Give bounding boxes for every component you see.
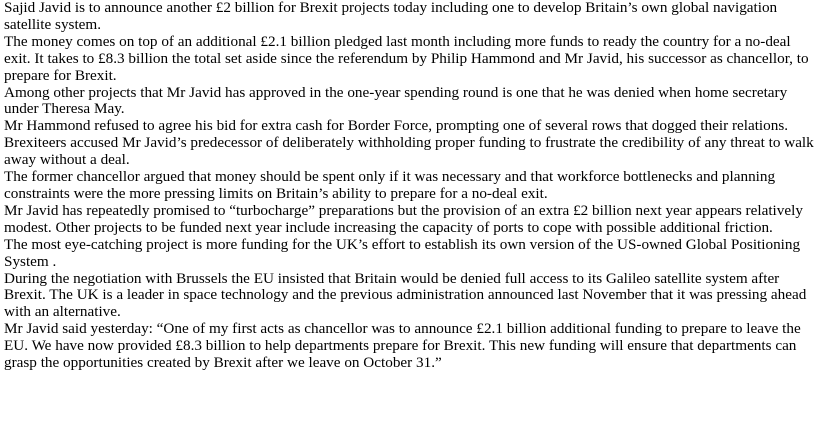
article-paragraph: Among other projects that Mr Javid has approved in the one-year spending round is one that he was denied when home secretary under Theresa May. — [4, 83, 788, 118]
article-paragraph: Mr Javid said yesterday: “One of my first acts as chancellor was to announce £2.1 billion additional funding to prepare to leave the EU. We have now provided £8.3 billion to help departments prepare for Brexit. This new funding will ensure that departments can grasp the opportunities created by Brexit after we leave on October 31.” — [4, 320, 801, 372]
article-paragraph: The most eye-catching project is more funding for the UK’s effort to establish its own version of the US-owned Global Positioning System . — [4, 235, 801, 270]
article-paragraph: The former chancellor argued that money should be spent only if it was necessary and that workforce bottlenecks and planning constraints were the more pressing limits on Britain’s ability to prepare for a no-deal exit. — [4, 168, 776, 202]
article-paragraph: Mr Hammond refused to agree his bid for extra cash for Border Force, prompting one of several rows that dogged their relations. Brexiteers accused Mr Javid’s predecessor of deliberately withholding proper funding to frustrate the credibility of any threat to walk away without a deal. — [4, 117, 814, 169]
article-paragraph: Mr Javid has repeatedly promised to “turbocharge” preparations but the provision of an extra £2 billion next year appears relatively modest. Other projects to be funded next year include increasing the capacity of ports to cope with possible additional friction. — [4, 201, 803, 236]
article-body — [4, 0, 816, 372]
article-paragraph: The money comes on top of an additional £2.1 billion pledged last month including more funds to ready the country for a no-deal exit. It takes to £8.3 billion the total set aside since the referendum by Philip Hammond and Mr Javid, his successor as chancellor, to prepare for Brexit. — [4, 32, 809, 84]
article-paragraph: Sajid Javid is to announce another £2 billion for Brexit projects today including one to develop Britain’s own global navigation satellite system. — [4, 0, 778, 33]
article-paragraph: During the negotiation with Brussels the EU insisted that Britain would be denied full access to its Galileo satellite system after Brexit. The UK is a leader in space technology and the previous administration announced last November that it was pressing ahead with an alternative. — [4, 269, 807, 321]
